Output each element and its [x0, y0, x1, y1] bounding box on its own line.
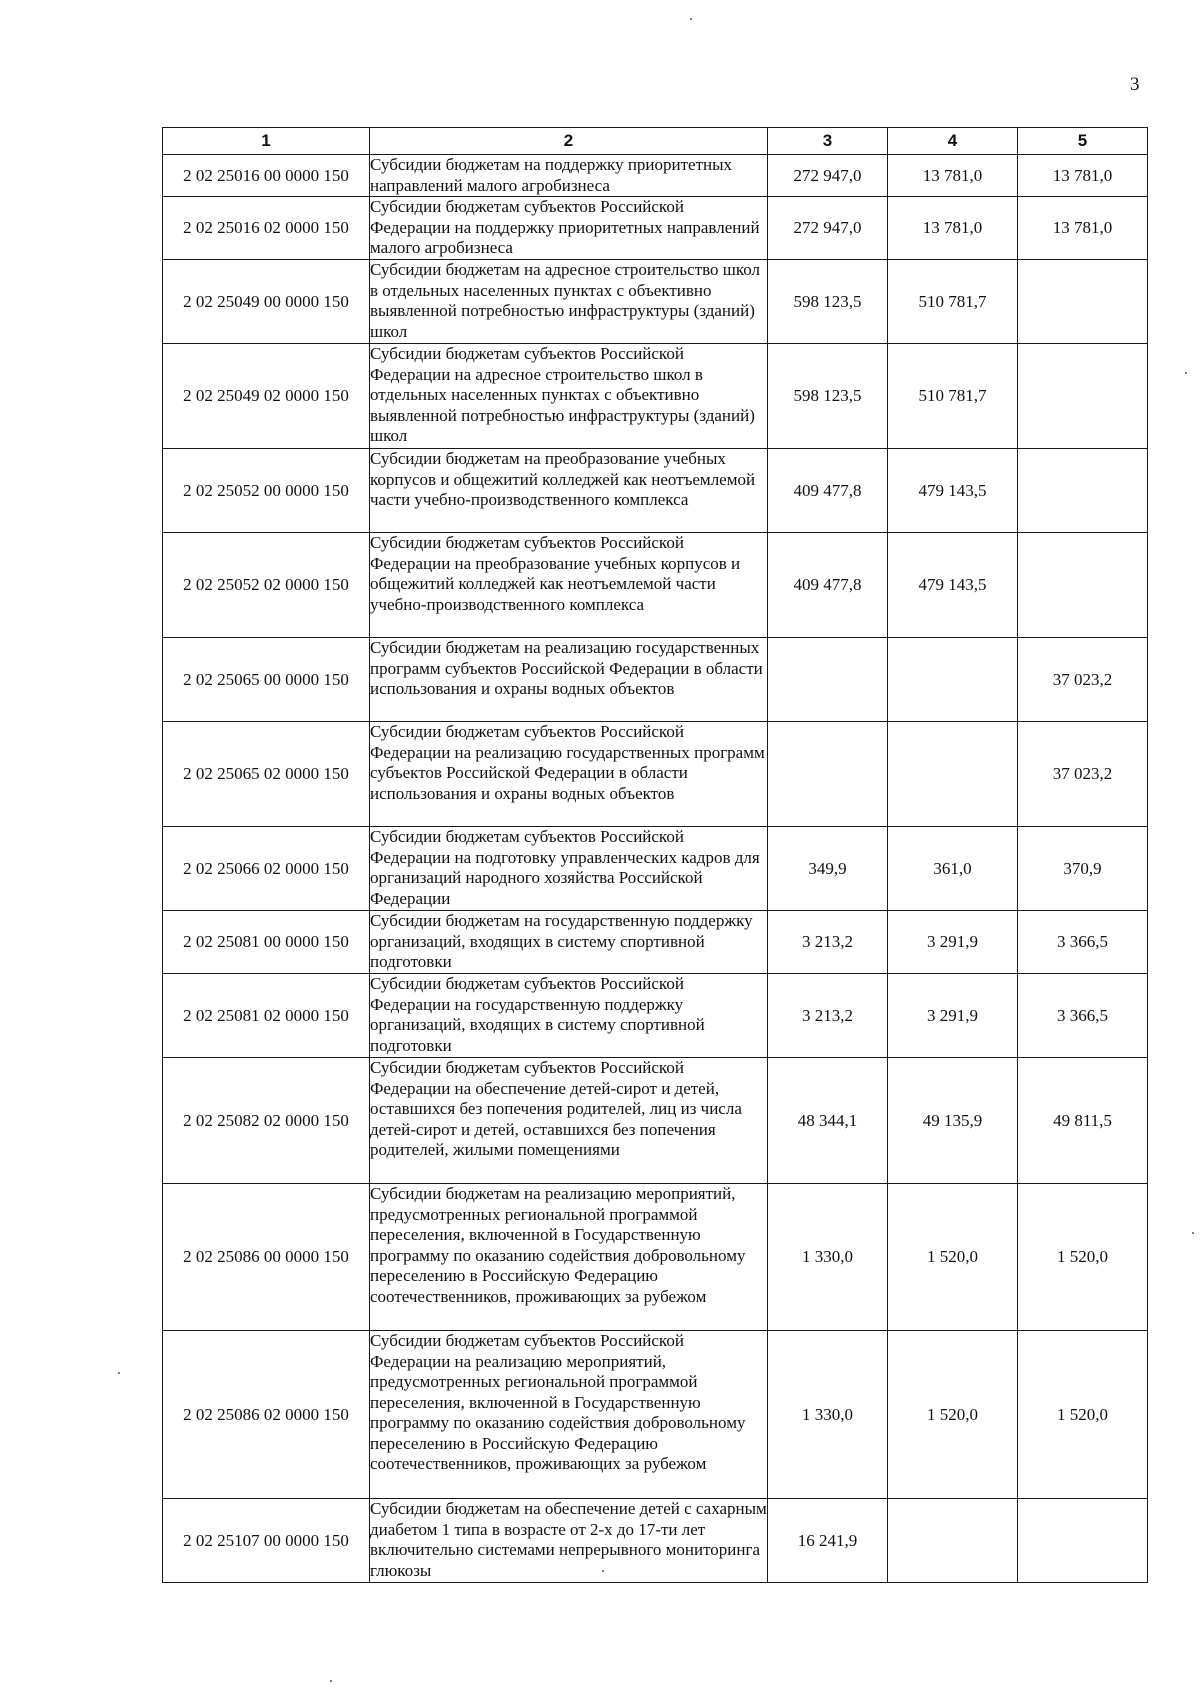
- row-value-col5: 3 366,5: [1018, 911, 1148, 974]
- row-value-col4: 3 291,9: [888, 974, 1018, 1058]
- row-value-col3: 272 947,0: [768, 155, 888, 197]
- table-row: [163, 449, 1148, 533]
- row-value-col5: 370,9: [1018, 827, 1148, 911]
- row-code: 2 02 25107 00 0000 150: [163, 1499, 370, 1583]
- table-row: [163, 1331, 1148, 1499]
- row-description: Субсидии бюджетам субъектов Российской Федерации на реализацию государственных программ субъектов Российской Федерации в области использования и охраны водных объектов: [370, 722, 768, 827]
- row-description: Субсидии бюджетам на обеспечение детей с сахарным диабетом 1 типа в возрасте от 2-х до 17-ти лет включительно системами непрерывного мониторинга глюкозы: [370, 1499, 768, 1583]
- column-header-col3: 3: [768, 128, 888, 155]
- table-row: [163, 974, 1148, 1058]
- row-code: 2 02 25052 00 0000 150: [163, 449, 370, 533]
- row-value-col5: 1 520,0: [1018, 1184, 1148, 1331]
- row-value-col3: [768, 638, 888, 722]
- row-value-col3: 3 213,2: [768, 974, 888, 1058]
- row-code: 2 02 25016 02 0000 150: [163, 197, 370, 260]
- row-value-col3: 3 213,2: [768, 911, 888, 974]
- row-value-col4: 361,0: [888, 827, 1018, 911]
- row-description: Субсидии бюджетам субъектов Российской Федерации на государственную поддержку организаций, входящих в систему спортивной подготовки: [370, 974, 768, 1058]
- row-code: 2 02 25081 02 0000 150: [163, 974, 370, 1058]
- column-header-code: 1: [163, 128, 370, 155]
- row-description: Субсидии бюджетам на поддержку приоритетных направлений малого агробизнеса: [370, 155, 768, 197]
- row-value-col4: 3 291,9: [888, 911, 1018, 974]
- table-row: [163, 197, 1148, 260]
- row-value-col4: [888, 1499, 1018, 1583]
- scan-speck: [118, 1372, 120, 1374]
- row-description: Субсидии бюджетам на реализацию государственных программ субъектов Российской Федерации в области использования и охраны водных объектов: [370, 638, 768, 722]
- scan-speck: [1192, 1232, 1194, 1234]
- row-description: Субсидии бюджетам на реализацию мероприятий, предусмотренных региональной программой переселения, включенной в Государственную программу по оказанию содействия добровольному переселению в Российскую Федерацию соотечественников, проживающих за рубежом: [370, 1184, 768, 1331]
- row-value-col5: [1018, 1499, 1148, 1583]
- row-value-col3: 1 330,0: [768, 1184, 888, 1331]
- table-row: [163, 344, 1148, 449]
- table-row: [163, 638, 1148, 722]
- table-row: [163, 911, 1148, 974]
- row-code: 2 02 25049 00 0000 150: [163, 260, 370, 344]
- row-value-col4: 479 143,5: [888, 449, 1018, 533]
- row-value-col3: 48 344,1: [768, 1058, 888, 1184]
- row-value-col3: 409 477,8: [768, 449, 888, 533]
- table-row: [163, 722, 1148, 827]
- row-code: 2 02 25086 00 0000 150: [163, 1184, 370, 1331]
- page-number: 3: [1130, 74, 1140, 95]
- row-code: 2 02 25066 02 0000 150: [163, 827, 370, 911]
- scan-speck: [1185, 372, 1187, 374]
- row-value-col4: 13 781,0: [888, 197, 1018, 260]
- row-value-col4: 1 520,0: [888, 1331, 1018, 1499]
- table-row: [163, 260, 1148, 344]
- row-value-col4: 510 781,7: [888, 344, 1018, 449]
- row-code: 2 02 25049 02 0000 150: [163, 344, 370, 449]
- row-value-col4: 49 135,9: [888, 1058, 1018, 1184]
- row-value-col5: [1018, 449, 1148, 533]
- table-row: [163, 533, 1148, 638]
- row-description: Субсидии бюджетам на государственную поддержку организаций, входящих в систему спортивной подготовки: [370, 911, 768, 974]
- scan-speck: [690, 18, 692, 20]
- row-description: Субсидии бюджетам субъектов Российской Федерации на поддержку приоритетных направлений малого агробизнеса: [370, 197, 768, 260]
- row-value-col3: 598 123,5: [768, 260, 888, 344]
- row-code: 2 02 25065 00 0000 150: [163, 638, 370, 722]
- row-description: Субсидии бюджетам субъектов Российской Федерации на преобразование учебных корпусов и общежитий колледжей как неотъемлемой части учебно-производственного комплекса: [370, 533, 768, 638]
- row-description: Субсидии бюджетам субъектов Российской Федерации на адресное строительство школ в отдельных населенных пунктах с объективно выявленной потребностью инфраструктуры (зданий) школ: [370, 344, 768, 449]
- row-code: 2 02 25052 02 0000 150: [163, 533, 370, 638]
- row-value-col3: [768, 722, 888, 827]
- table-row: [163, 1184, 1148, 1331]
- row-value-col4: 13 781,0: [888, 155, 1018, 197]
- row-description: Субсидии бюджетам субъектов Российской Федерации на реализацию мероприятий, предусмотренных региональной программой переселения, включенной в Государственную программу по оказанию содействия добровольному переселению в Российскую Федерацию соотечественников, проживающих за рубежом: [370, 1331, 768, 1499]
- row-value-col3: 272 947,0: [768, 197, 888, 260]
- row-value-col5: 3 366,5: [1018, 974, 1148, 1058]
- row-description: Субсидии бюджетам на адресное строительство школ в отдельных населенных пунктах с объективно выявленной потребностью инфраструктуры (зданий) школ: [370, 260, 768, 344]
- column-header-description: 2: [370, 128, 768, 155]
- row-value-col5: 37 023,2: [1018, 638, 1148, 722]
- row-value-col5: [1018, 260, 1148, 344]
- row-value-col5: 37 023,2: [1018, 722, 1148, 827]
- row-description: Субсидии бюджетам субъектов Российской Федерации на обеспечение детей-сирот и детей, оставшихся без попечения родителей, лиц из числа детей-сирот и детей, оставшихся без попечения родителей, жилыми помещениями: [370, 1058, 768, 1184]
- row-value-col5: [1018, 344, 1148, 449]
- scan-speck: [330, 1680, 332, 1682]
- row-code: 2 02 25086 02 0000 150: [163, 1331, 370, 1499]
- row-value-col4: 510 781,7: [888, 260, 1018, 344]
- scan-speck: [602, 1570, 604, 1572]
- row-description: Субсидии бюджетам на преобразование учебных корпусов и общежитий колледжей как неотъемлемой части учебно-производственного комплекса: [370, 449, 768, 533]
- row-code: 2 02 25065 02 0000 150: [163, 722, 370, 827]
- row-code: 2 02 25081 00 0000 150: [163, 911, 370, 974]
- row-value-col5: 49 811,5: [1018, 1058, 1148, 1184]
- row-value-col5: 13 781,0: [1018, 197, 1148, 260]
- row-value-col5: 1 520,0: [1018, 1331, 1148, 1499]
- row-value-col4: 1 520,0: [888, 1184, 1018, 1331]
- row-value-col4: [888, 722, 1018, 827]
- budget-table: [162, 127, 1148, 1583]
- table-row: [163, 827, 1148, 911]
- row-description: Субсидии бюджетам субъектов Российской Федерации на подготовку управленческих кадров для организаций народного хозяйства Российской Федерации: [370, 827, 768, 911]
- row-value-col4: [888, 638, 1018, 722]
- row-value-col3: 349,9: [768, 827, 888, 911]
- row-value-col5: [1018, 533, 1148, 638]
- table-row: [163, 1499, 1148, 1583]
- row-code: 2 02 25082 02 0000 150: [163, 1058, 370, 1184]
- row-value-col3: 16 241,9: [768, 1499, 888, 1583]
- row-code: 2 02 25016 00 0000 150: [163, 155, 370, 197]
- column-header-col5: 5: [1018, 128, 1148, 155]
- table-row: [163, 155, 1148, 197]
- table-row: [163, 1058, 1148, 1184]
- row-value-col5: 13 781,0: [1018, 155, 1148, 197]
- row-value-col4: 479 143,5: [888, 533, 1018, 638]
- row-value-col3: 1 330,0: [768, 1331, 888, 1499]
- row-value-col3: 598 123,5: [768, 344, 888, 449]
- column-header-col4: 4: [888, 128, 1018, 155]
- table-header-row: [163, 128, 1148, 155]
- row-value-col3: 409 477,8: [768, 533, 888, 638]
